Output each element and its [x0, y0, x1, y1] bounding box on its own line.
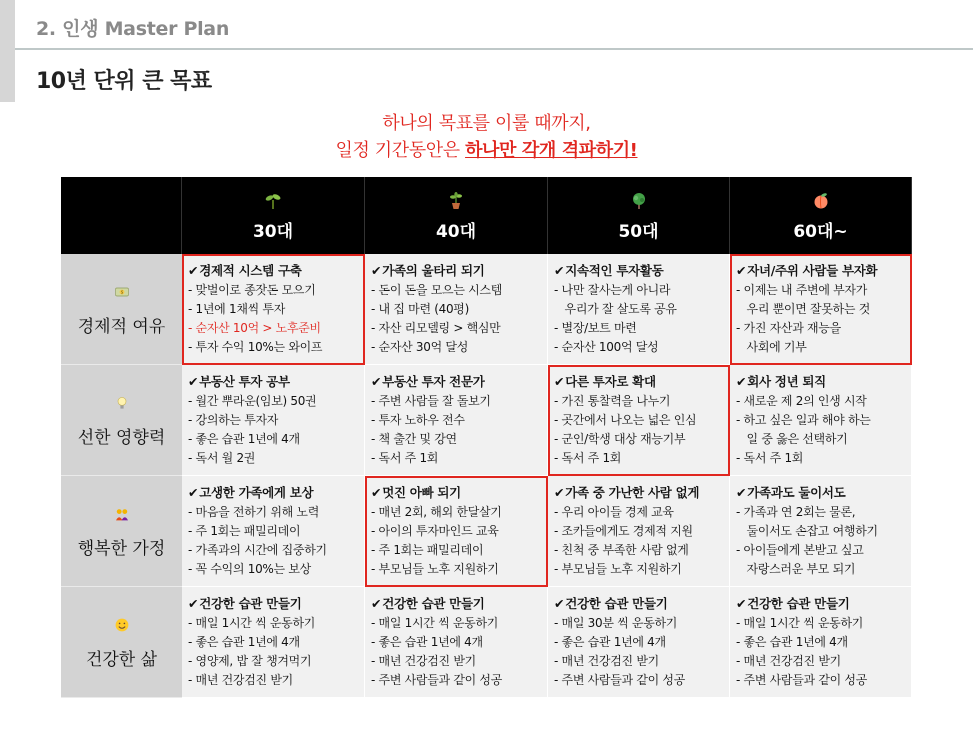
goal-item-list	[554, 614, 729, 690]
goal-item-list	[371, 503, 547, 579]
goal-item: 우리가 잘 살도록 공유	[554, 302, 677, 316]
column-icon-wrap	[365, 191, 547, 211]
goal-item-list	[188, 392, 364, 468]
column-header	[730, 177, 912, 254]
page-title: 10년 단위 큰 목표	[36, 69, 212, 94]
goal-item: - 매일 30분 씩 운동하기	[554, 616, 678, 630]
family-icon	[114, 506, 130, 522]
check-icon: ✔	[371, 596, 382, 611]
goal-item: - 독서 주 1회	[736, 451, 804, 465]
goal-title	[554, 373, 729, 391]
goal-title-text: 고생한 가족에게 보상	[199, 485, 314, 500]
check-icon: ✔	[371, 485, 382, 500]
goal-title	[371, 262, 547, 280]
goal-item-list	[554, 503, 729, 579]
check-icon: ✔	[554, 263, 565, 278]
goal-item: - 곳간에서 나오는 넓은 인심	[554, 413, 697, 427]
goal-item: - 군인/학생 대상 재능기부	[554, 432, 686, 446]
goal-item: - 우리 아이들 경제 교육	[554, 505, 674, 519]
goal-title-text: 다른 투자로 확대	[565, 374, 656, 389]
goal-item: - 맞벌이로 종잣돈 모으기	[188, 283, 316, 297]
goal-item: - 조카들에게도 경제적 지원	[554, 524, 693, 538]
top-bar	[0, 0, 973, 50]
goal-item: - 나만 잘사는게 아니라	[554, 283, 671, 297]
check-icon: ✔	[188, 374, 199, 389]
goal-title-text: 건강한 습관 만들기	[199, 596, 302, 611]
column-header	[365, 177, 548, 254]
column-header	[182, 177, 365, 254]
goal-cell	[548, 365, 730, 476]
goal-title	[736, 484, 911, 502]
goal-title-text: 경제적 시스템 구축	[199, 263, 302, 278]
goal-item: - 좋은 습관 1년에 4개	[736, 635, 848, 649]
goal-title-text: 건강한 습관 만들기	[747, 596, 850, 611]
column-label: 30대	[252, 222, 294, 242]
row-header	[61, 476, 182, 587]
goal-item: - 가족과의 시간에 집중하기	[188, 543, 327, 557]
goal-item: - 주변 사람들과 같이 성공	[736, 673, 868, 687]
column-icon-wrap	[730, 191, 911, 211]
subtitle-line-2	[0, 136, 973, 162]
goal-item: - 좋은 습관 1년에 4개	[554, 635, 666, 649]
goal-cell	[730, 254, 912, 365]
section-title: 2. 인생 Master Plan	[36, 18, 230, 40]
goal-item-list	[554, 281, 729, 357]
goal-item: - 투자 수익 10%는 와이프	[188, 340, 323, 354]
goal-item: - 매년 건강검진 받기	[554, 654, 659, 668]
goal-title	[554, 595, 729, 613]
goal-title	[188, 262, 364, 280]
column-label: 50대	[618, 222, 659, 242]
goal-cell	[182, 365, 365, 476]
goal-cell	[365, 587, 548, 698]
goal-item-list	[554, 392, 729, 468]
goal-cell	[365, 476, 548, 587]
check-icon: ✔	[736, 485, 747, 500]
goal-title	[371, 595, 547, 613]
goal-item-list	[188, 503, 364, 579]
goal-item-list	[188, 614, 364, 690]
goal-item: - 순자산 30억 달성	[371, 340, 468, 354]
goal-item: - 독서 월 2권	[188, 451, 256, 465]
goal-title-text: 부동산 투자 전문가	[382, 374, 485, 389]
row-icon-wrap	[61, 395, 182, 411]
row-label: 건강한 삶	[85, 650, 158, 670]
check-icon: ✔	[736, 263, 747, 278]
goal-title	[188, 373, 364, 391]
goal-item: - 부모님들 노후 지원하기	[554, 562, 682, 576]
goal-item: - 매일 1시간 씩 운동하기	[736, 616, 864, 630]
goal-item: - 별장/보트 마련	[554, 321, 637, 335]
plan-table	[61, 177, 912, 698]
goal-item: - 아이들에게 본받고 싶고	[736, 543, 864, 557]
check-icon: ✔	[188, 596, 199, 611]
goal-item-list	[736, 392, 911, 468]
goal-item: - 가진 통찰력을 나누기	[554, 394, 671, 408]
goal-item: - 부모님들 노후 지원하기	[371, 562, 499, 576]
goal-item: 둘이서도 손잡고 여행하기	[736, 524, 878, 538]
goal-item: - 좋은 습관 1년에 4개	[188, 432, 300, 446]
table-corner	[61, 177, 182, 254]
goal-item: - 매년 2회, 해외 한달살기	[371, 505, 502, 519]
svg-text:$: $	[120, 289, 123, 295]
lightbulb-icon	[114, 395, 130, 411]
goal-item: - 가진 자산과 재능을	[736, 321, 841, 335]
goal-cell	[182, 476, 365, 587]
check-icon: ✔	[371, 263, 382, 278]
goal-item: - 책 출간 및 강연	[371, 432, 457, 446]
goal-title	[736, 373, 911, 391]
goal-title	[188, 595, 364, 613]
subtitle-line-1: 하나의 목표를 이룰 때까지,	[382, 113, 591, 134]
check-icon: ✔	[554, 374, 565, 389]
goal-item-list	[736, 503, 911, 579]
goal-item: - 자산 리모델링 > 핵심만	[371, 321, 501, 335]
check-icon: ✔	[188, 263, 199, 278]
subtitle-prefix: 일정 기간동안은	[335, 140, 466, 161]
goal-item: - 이제는 내 주변에 부자가	[736, 283, 868, 297]
goal-item: - 매일 1시간 씩 운동하기	[371, 616, 499, 630]
goal-item: - 매년 건강검진 받기	[371, 654, 476, 668]
goal-item: - 친척 중 부족한 사람 없게	[554, 543, 689, 557]
goal-item-list	[371, 614, 547, 690]
goal-cell	[365, 365, 548, 476]
goal-title	[554, 484, 729, 502]
goal-item: - 내 집 마련 (40평)	[371, 302, 469, 316]
goal-item: - 주 1회는 패밀리데이	[188, 524, 301, 538]
goal-title-text: 가족의 울타리 되기	[382, 263, 485, 278]
goal-item: 일 중 옳은 선택하기	[736, 432, 848, 446]
check-icon: ✔	[554, 485, 565, 500]
goal-item: - 영양제, 밥 잘 챙겨먹기	[188, 654, 312, 668]
goal-item-list	[371, 392, 547, 468]
goal-item-list	[188, 281, 364, 357]
goal-item: - 마음을 전하기 위해 노력	[188, 505, 320, 519]
goal-title	[188, 484, 364, 502]
goal-item: - 독서 주 1회	[371, 451, 439, 465]
goal-item: - 강의하는 투자자	[188, 413, 279, 427]
goal-title-text: 가족과도 둘이서도	[747, 485, 846, 500]
row-icon-wrap	[61, 617, 182, 633]
goal-item: - 매일 1시간 씩 운동하기	[188, 616, 316, 630]
goal-item: - 투자 노하우 전수	[371, 413, 465, 427]
row-header	[61, 365, 182, 476]
goal-title-text: 멋진 아빠 되기	[382, 485, 461, 500]
goal-item: - 월간 뿌라운(임보) 50권	[188, 394, 317, 408]
goal-item: - 매년 건강검진 받기	[188, 673, 293, 687]
goal-title-text: 자녀/주위 사람들 부자화	[747, 263, 878, 278]
goal-title	[736, 262, 911, 280]
goal-cell	[182, 587, 365, 698]
goal-cell	[548, 587, 730, 698]
goal-title	[371, 484, 547, 502]
check-icon: ✔	[188, 485, 199, 500]
goal-title	[371, 373, 547, 391]
goal-item: - 좋은 습관 1년에 4개	[188, 635, 300, 649]
row-header	[61, 254, 182, 365]
row-icon-wrap	[61, 506, 182, 522]
goal-title-text: 가족 중 가난한 사람 없게	[565, 485, 700, 500]
column-header	[548, 177, 730, 254]
goal-cell	[365, 254, 548, 365]
goal-cell	[548, 254, 730, 365]
goal-cell	[730, 365, 912, 476]
tree-icon	[629, 191, 649, 211]
goal-item: - 1년에 1채씩 투자	[188, 302, 285, 316]
goal-item-list	[736, 281, 911, 357]
money-icon	[114, 284, 130, 300]
goal-item: - 매년 건강검진 받기	[736, 654, 841, 668]
check-icon: ✔	[736, 374, 747, 389]
subtitle-emphasis: 하나만 각개 격파하기!	[465, 140, 638, 161]
column-label: 60대~	[793, 222, 848, 242]
goal-item: - 하고 싶은 일과 해야 하는	[736, 413, 871, 427]
goal-cell	[730, 476, 912, 587]
seedling-icon	[263, 191, 283, 211]
goal-item: 사회에 기부	[736, 340, 807, 354]
row-label: 경제적 여유	[77, 317, 166, 337]
goal-title-text: 건강한 습관 만들기	[565, 596, 668, 611]
peach-icon	[811, 191, 831, 211]
goal-title	[736, 595, 911, 613]
goal-item: 자랑스러운 부모 되기	[736, 562, 856, 576]
goal-item-list	[371, 281, 547, 357]
goal-cell	[548, 476, 730, 587]
goal-item: - 아이의 투자마인드 교육	[371, 524, 499, 538]
goal-item: - 가족과 연 2회는 물론,	[736, 505, 856, 519]
goal-item: - 좋은 습관 1년에 4개	[371, 635, 483, 649]
goal-item: - 순자산 100억 달성	[554, 340, 659, 354]
goal-title-text: 지속적인 투자활동	[565, 263, 664, 278]
goal-item: - 주변 사람들 잘 돌보기	[371, 394, 491, 408]
goal-cell	[182, 254, 365, 365]
row-icon-wrap	[61, 284, 182, 300]
goal-item: - 주 1회는 패밀리데이	[371, 543, 484, 557]
check-icon: ✔	[554, 596, 565, 611]
left-accent-bar	[0, 0, 15, 102]
check-icon: ✔	[371, 374, 382, 389]
goal-title-text: 회사 정년 퇴직	[747, 374, 826, 389]
column-icon-wrap	[548, 191, 729, 211]
goal-item: 우리 뿐이면 잘못하는 것	[736, 302, 871, 316]
goal-item: - 주변 사람들과 같이 성공	[554, 673, 686, 687]
goal-item: - 돈이 돈을 모으는 시스템	[371, 283, 503, 297]
smile-icon	[114, 617, 130, 633]
goal-item: - 새로운 제 2의 인생 시작	[736, 394, 867, 408]
row-label: 선한 영향력	[77, 428, 166, 448]
row-label: 행복한 가정	[77, 539, 166, 559]
goal-item: - 독서 주 1회	[554, 451, 622, 465]
goal-item: - 꼭 수익의 10%는 보상	[188, 562, 311, 576]
row-header	[61, 587, 182, 698]
goal-cell	[730, 587, 912, 698]
column-label: 40대	[435, 222, 477, 242]
column-icon-wrap	[182, 191, 364, 211]
goal-title-text: 부동산 투자 공부	[199, 374, 290, 389]
goal-item: - 순자산 10억 > 노후준비	[188, 321, 321, 335]
header-divider	[15, 48, 973, 50]
check-icon: ✔	[736, 596, 747, 611]
goal-item: - 주변 사람들과 같이 성공	[371, 673, 503, 687]
potted-plant-icon	[446, 191, 466, 211]
goal-item-list	[736, 614, 911, 690]
goal-title	[554, 262, 729, 280]
goal-title-text: 건강한 습관 만들기	[382, 596, 485, 611]
